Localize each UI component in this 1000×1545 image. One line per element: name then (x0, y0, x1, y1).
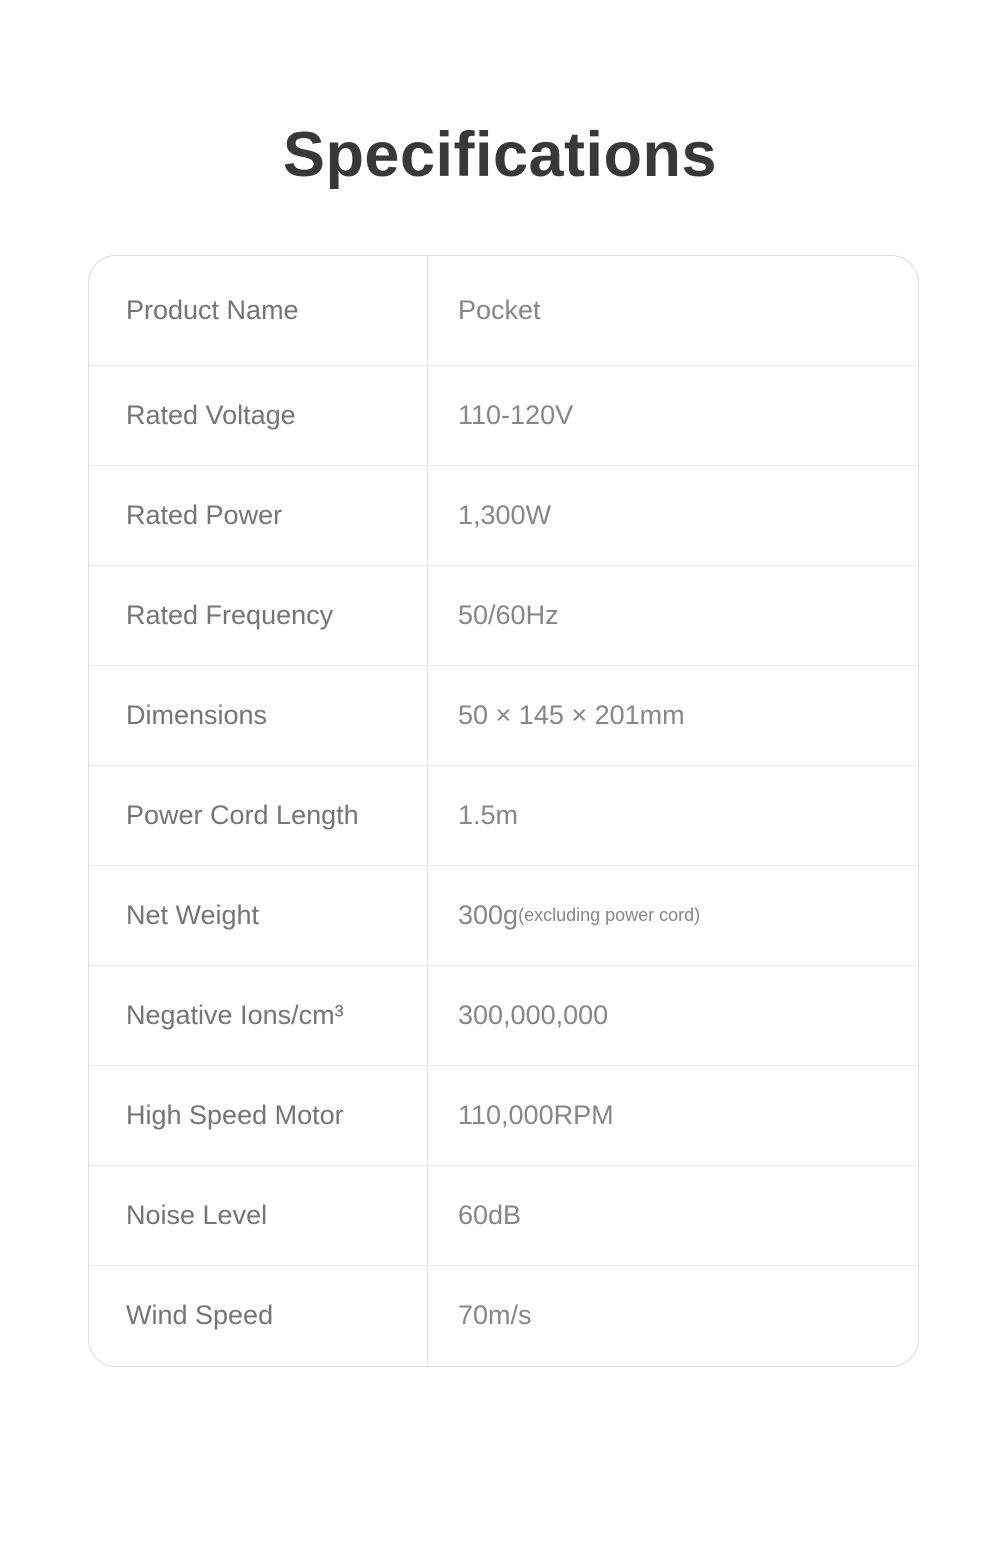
table-row-rated-voltage (89, 366, 918, 466)
spec-value: 300g (458, 899, 519, 930)
spec-value: 1.5m (458, 799, 519, 830)
spec-value-cell (428, 566, 918, 665)
spec-value-cell (428, 1166, 918, 1265)
table-row-power-cord-length (89, 766, 918, 866)
spec-value: 60dB (458, 1199, 522, 1230)
table-row-high-speed-motor (89, 1066, 918, 1166)
spec-value-cell (428, 466, 918, 565)
spec-value-note: (excluding power cord) (518, 904, 701, 925)
table-row-rated-frequency (89, 566, 918, 666)
spec-label: Rated Frequency (89, 566, 428, 665)
spec-label: Wind Speed (89, 1266, 428, 1366)
table-row-noise-level (89, 1166, 918, 1266)
table-row-net-weight (89, 866, 918, 966)
spec-label: Noise Level (89, 1166, 428, 1265)
spec-table (88, 255, 919, 1367)
spec-label: Dimensions (89, 666, 428, 765)
spec-label: Rated Voltage (89, 366, 428, 465)
spec-value: 300,000,000 (458, 999, 609, 1030)
spec-value: 1,300W (458, 499, 552, 530)
spec-label: Product Name (89, 256, 428, 365)
spec-value-cell (428, 766, 918, 865)
spec-value-cell (428, 1066, 918, 1165)
spec-value-cell (428, 1266, 918, 1366)
page-title: Specifications (282, 120, 718, 190)
table-row-product-name (89, 256, 918, 366)
spec-label: Power Cord Length (89, 766, 428, 865)
spec-label: High Speed Motor (89, 1066, 428, 1165)
spec-value-cell (428, 866, 918, 965)
table-row-negative-ions (89, 966, 918, 1066)
spec-value: 110,000RPM (458, 1099, 614, 1130)
spec-value: 70m/s (458, 1300, 532, 1331)
table-row-dimensions (89, 666, 918, 766)
spec-value: 50 × 145 × 201mm (458, 699, 685, 730)
spec-value-cell (428, 966, 918, 1065)
spec-label: Negative Ions/cm³ (89, 966, 428, 1065)
spec-value-cell (428, 366, 918, 465)
spec-value: Pocket (458, 294, 541, 325)
spec-value: 110-120V (458, 399, 574, 430)
spec-label: Net Weight (89, 866, 428, 965)
spec-value: 50/60Hz (458, 599, 559, 630)
spec-label: Rated Power (89, 466, 428, 565)
table-row-wind-speed (89, 1266, 918, 1366)
spec-value-cell (428, 256, 918, 365)
table-row-rated-power (89, 466, 918, 566)
spec-value-cell (428, 666, 918, 765)
